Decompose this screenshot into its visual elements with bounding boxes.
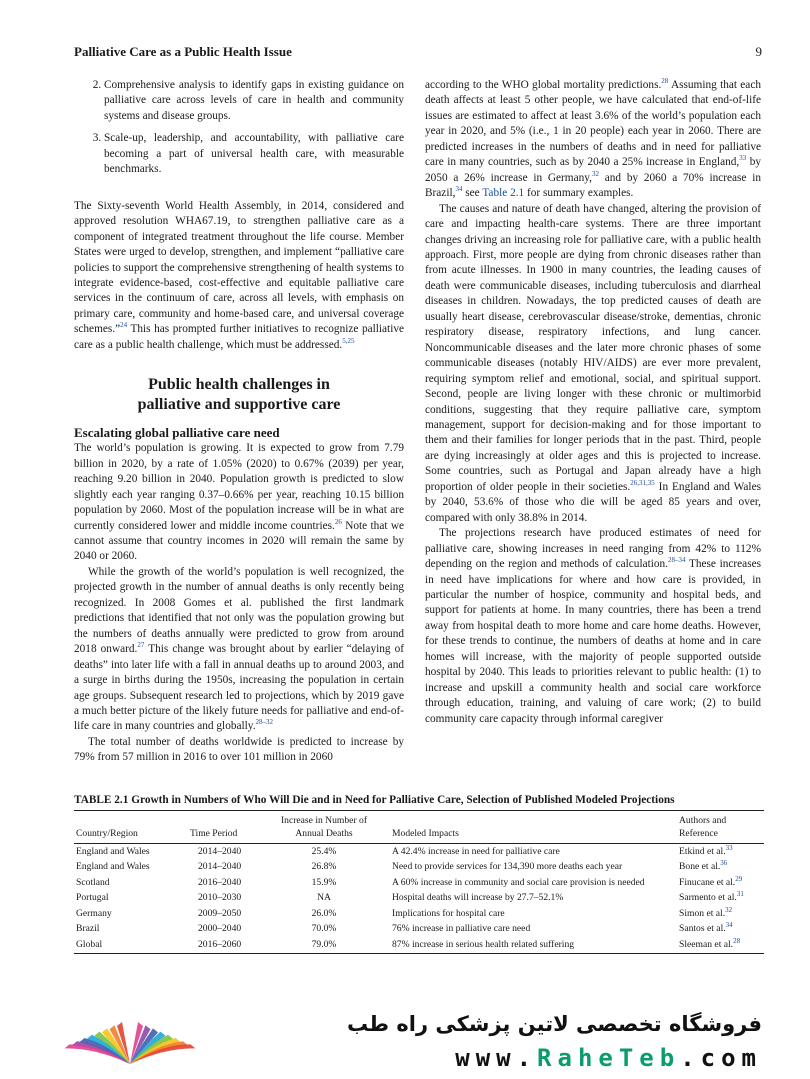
citation[interactable]: 26 (334, 517, 342, 526)
table-cell: 26.0% (311, 907, 337, 919)
section-heading: Public health challenges in palliative and supportive care (137, 376, 341, 414)
table-cell: 2000–2040 (198, 923, 242, 934)
table-cell: 15.9% (311, 876, 337, 888)
table-row (74, 891, 764, 907)
table-cell: Santos et al.$^{34}$ (679, 920, 733, 934)
running-title: Palliative Care as a Public Health Issue (74, 44, 292, 59)
citation[interactable]: 33 (739, 154, 747, 163)
citation[interactable]: 24 (120, 321, 128, 330)
table-row (74, 937, 764, 953)
watermark-footer (0, 1000, 810, 1079)
table-cell: Implications for hospital care (392, 907, 505, 919)
list-item: 2. Comprehensive analysis to identify gaps in existing guidance on palliative care across levels of care in health and community systems and disease groups. (104, 78, 404, 124)
paragraph: The causes and nature of death have changed, altering the provision of care and impacting health-care systems. There are three important changes driving an increasing role for palliative care, with a public health approach. First, more people are dying from chronic diseases rather than from acute illnesses. In 1900 in many countries, the leading causes of death were communicable diseases, including tuberculosis and diarrheal diseases in children. Nowadays, the top predicted causes of death are usually heart disease, cerebrovascular disease/stroke, dementias, chronic respiratory disease, respiratory infections, and lung cancer. Noncommunicable diseases and the later more chronic phases of some communicable diseases (notably HIV/AIDS) are ever more prevalent, requiring symptom relief and emotional, social, and spiritual support. Second, people are living longer with these chronic or multimorbid conditions, suggesting that they require palliative care, symptom management, support for decision-making and for those important to them and their families for longer periods that in the past. Third, people are dying increasingly at older ages and this is projected to increase. Some countries, such as Portugal and Japan already have a high proportion of older people in their societies.$^{26,31,35}$ In England and Wales by 2040, 53.6% of those who die will be aged 85 years and over, compared with only 38.8% in 2014. (425, 202, 761, 524)
table-cell: 2009–2050 (198, 907, 242, 919)
citation[interactable]: 28–34 (668, 556, 686, 565)
table-cell: 2016–2060 (188, 937, 270, 953)
citation[interactable]: 34 (455, 185, 463, 194)
table-cell: Finucane et al.$^{29}$ (679, 874, 743, 888)
table-cell: 87% increase in serious health related suffering (378, 937, 677, 953)
table-cell: Bone et al.$^{36}$ (679, 858, 728, 872)
table-cell: 2016–2040 (198, 876, 242, 888)
numbered-list (74, 78, 404, 178)
table-cell: 2014–2040 (198, 845, 242, 857)
watermark-persian-text: فروشگاه تخصصی لاتین پزشکی راه طب (347, 1012, 762, 1036)
citation[interactable]: 5,25 (342, 337, 355, 346)
list-item: 3. Scale-up, leadership, and accountability, with palliative care becoming a part of universal health care, with measurable benchmarks. (104, 131, 404, 177)
table-row (74, 875, 764, 891)
table-cell: 76% increase in palliative care need (392, 923, 531, 934)
table-cell: NA (317, 892, 331, 903)
column-header: Authors and Reference (677, 811, 764, 844)
citation[interactable]: 36 (720, 858, 728, 867)
paragraph: The world’s population is growing. It is expected to grow from 7.79 billion in 2020, by a rate of 1.05% (2020) to 0.67% (2039) per year, reaching 9.20 billion in 2040. Population growth is predicted to slow slightly each year ranging 0.37–0.66% per year, reaching 10.15 billion population by 2060. Most of the population increase will be in what are currently considered lower and middle income countries.$^{26}$ Note that we cannot assume that country incomes in 2020 will remain the same by 2040 or 2060. (74, 442, 405, 563)
running-header (74, 44, 764, 64)
table-row (74, 906, 764, 922)
citation[interactable]: 32 (592, 169, 599, 178)
citation[interactable]: 27 (137, 641, 145, 650)
table-title: TABLE 2.1 Growth in Numbers of Who Will Die and in Need for Palliative Care, Selection of Published Modeled Projections (74, 794, 675, 806)
watermark-url[interactable]: www.RaheTeb.com (455, 1044, 762, 1072)
table-cell: A 60% increase in community and social care provision is needed (392, 876, 645, 888)
table-cell: Sarmento et al.$^{31}$ (679, 889, 744, 903)
citation[interactable]: 26,31,35 (630, 479, 655, 488)
citation[interactable]: 31 (736, 889, 744, 898)
table-cell: A 42.4% increase in need for palliative care (392, 845, 560, 857)
table-header-row (74, 811, 764, 844)
table-cell: Hospital deaths will increase by 27.7–52.1% (392, 892, 564, 903)
table-cell: 26.8% (311, 861, 337, 872)
citation[interactable]: 34 (725, 920, 733, 929)
table-cell: England and Wales (76, 861, 150, 872)
column-header: Increase in Number of Annual Deaths (270, 811, 378, 844)
table-cell: Germany (76, 907, 112, 919)
book-logo-icon (60, 1012, 200, 1070)
paragraph: The Sixty-seventh World Health Assembly, in 2014, considered and approved resolution WHA67.19, to strengthen palliative care as a component of integrated treatment throughout the life course. Member States were urged to develop, strengthen, and implement “palliative care policies to support the comprehensive strengthening of health systems to integrate evidence-based, cost-effective and equitable palliative care services in the continuum of care, across all levels, with emphasis on primary care, community and home-based care, and universal coverage schemes.”$^{24}$ This has prompted further initiatives to recognize palliative care as a public health challenge, which must be addressed.$^{5,25}$ (74, 199, 404, 351)
table-link[interactable]: Table 2.1 (482, 187, 525, 200)
table-cell: Global (74, 937, 188, 953)
paragraph: The total number of deaths worldwide is predicted to increase by 79% from 57 million in 2016 to over 101 million in 2060 (74, 735, 404, 764)
table-cell: Simon et al.$^{32}$ (679, 905, 733, 919)
table-cell: Etkind et al.$^{33}$ (679, 843, 733, 857)
table-cell: 25.4% (311, 845, 337, 857)
table-cell: Portugal (76, 892, 109, 903)
citation[interactable]: 28 (733, 936, 741, 945)
column-header: Time Period (188, 811, 270, 844)
paragraph: according to the WHO global mortality predictions.$^{28}$ Assuming that each death affects at least 5 other people, we have calculated that end-of-life issues are estimated to affect at least 3.6% of the world’s population each year in 2020, and 5% (i.e., 1 in 20 people) each year in 2060. There are predicted increases in the numbers of deaths and in need for palliative care in many countries, such as by 2040 a 25% increase in England,$^{33}$ by 2050 a 26% increase in Germany,$^{32}$ and by 2060 a 70% increase in Brazil,$^{34}$ see Table 2.1 for summary examples. (425, 77, 761, 200)
left-column (74, 78, 404, 766)
citation[interactable]: 33 (725, 843, 733, 852)
citation[interactable]: 28 (661, 77, 669, 86)
table-row (74, 844, 764, 860)
table-row (74, 922, 764, 938)
right-column (425, 78, 761, 727)
column-header: Modeled Impacts (378, 811, 677, 844)
table-cell: Sleeman et al.$^{28}$ (677, 937, 764, 953)
table-cell: England and Wales (76, 845, 150, 857)
paragraph: While the growth of the world’s population is well recognized, the projected growth in the number of annual deaths is only recently being recognized. In 2008 Gomes et al. published the first landmark predictions that identified that not only was the population growing but the numbers of deaths annually were predicted to grow from around 2018 onward.$^{27}$ This change was brought about by earlier “delaying of deaths” into later life with a fall in annual deaths up to around 2003, and a surge in births during the 1950s, increasing the population in certain age groups. Subsequent research led to projections, which by 2019 gave a much better picture of the likely future needs for palliative and end-of-life care in many countries and globally.$^{28-32}$ (74, 565, 404, 733)
table-cell: Need to provide services for 134,390 more deaths each year (392, 861, 623, 872)
table-cell: 2010–2030 (198, 892, 242, 903)
table-cell: 70.0% (311, 923, 337, 934)
table-row (74, 860, 764, 876)
page-number: 9 (755, 44, 762, 59)
citation[interactable]: 28–32 (255, 718, 274, 727)
projections-table (74, 811, 764, 954)
table-cell: Scotland (76, 876, 110, 888)
citation[interactable]: 32 (725, 905, 733, 914)
table-cell: 2014–2040 (198, 861, 242, 872)
paragraph: The projections research have produced estimates of need for palliative care, showing increases in need ranging from 42% to 112% depending on the region and methods of calculation.$^{28-34}$ These increases in need have implications for where and how care is provided, in particular the number of hospice, community and hospital beds, and support for patients at home. In many countries, there has been a trend away from hospital death to more home and care home deaths. However, for these trends to continue, the numbers of deaths at home and in care homes will increase, with the majority of people supported outside hospital by 2040. This leads to priorities relevant to public health: (1) to increase and upskill a community health and social care workforce through education, training, and valuing of care work; (2) to build community care capacity through informal caregiver (425, 527, 761, 725)
column-header: Country/Region (74, 811, 188, 844)
table-cell: Brazil (76, 923, 100, 934)
subheading: Escalating global palliative care need (74, 425, 280, 441)
table-2-1 (74, 794, 764, 954)
citation[interactable]: 29 (735, 874, 743, 883)
table-cell: 79.0% (270, 937, 378, 953)
